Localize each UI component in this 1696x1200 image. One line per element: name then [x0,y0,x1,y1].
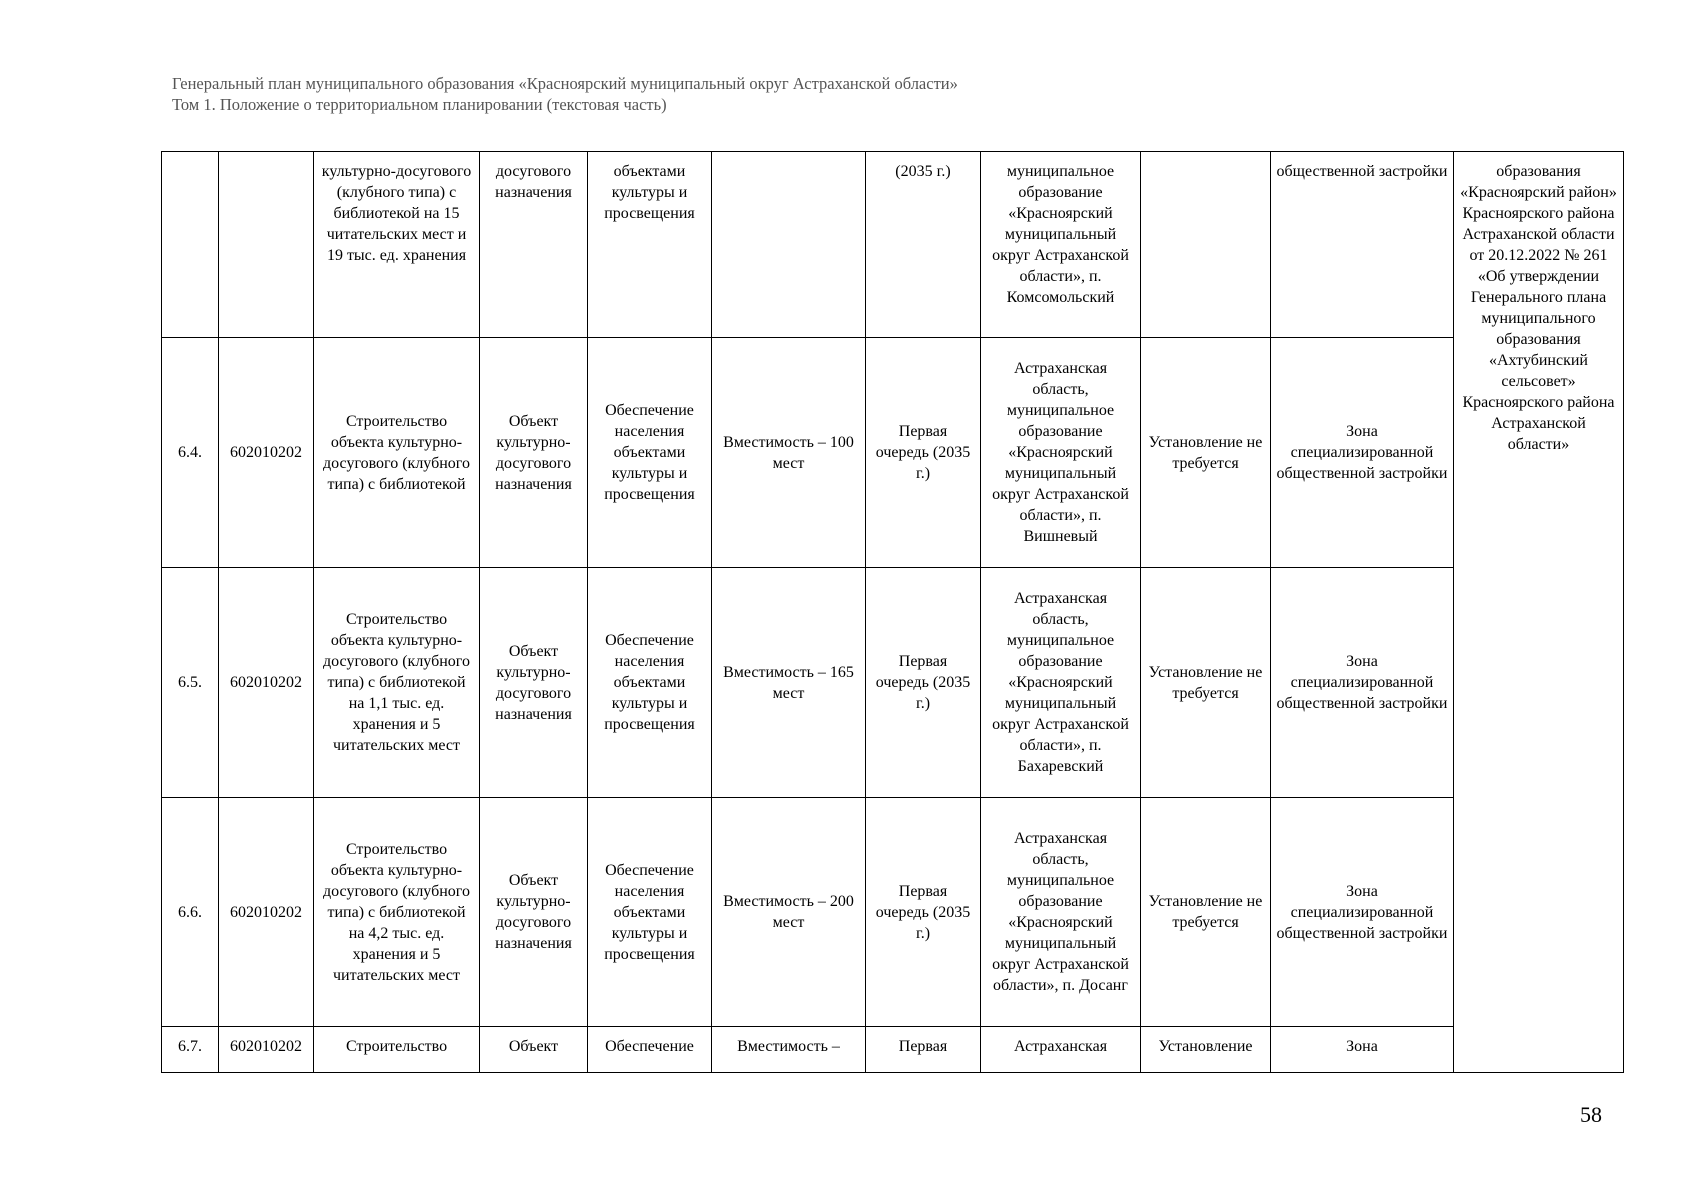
code-cell: 602010202 [219,1027,314,1073]
capacity-cell: Вместимость – 165 мест [712,568,866,798]
location-cell: Астраханская область, муниципальное образование «Красноярский муниципальный округ Астраханской области», п. Досанг [981,798,1141,1027]
zone-cell: Зона специализированной общественной застройки [1271,338,1454,568]
zone-setup-cell: Установление [1141,1027,1271,1073]
name-cell: Строительство [314,1027,480,1073]
row-number-cell: 6.7. [162,1027,219,1073]
purpose-cell: объектами культуры и просвещения [588,152,712,338]
location-cell: Астраханская [981,1027,1141,1073]
type-cell: Объект культурно-досугового назначения [480,568,588,798]
row-number-cell: 6.6. [162,798,219,1027]
zone-cell: Зона [1271,1027,1454,1073]
zone-cell: Зона специализированной общественной застройки [1271,568,1454,798]
stage-cell: Первая очередь (2035 г.) [866,338,981,568]
location-cell: Астраханская область, муниципальное образование «Красноярский муниципальный округ Астраханской области», п. Бахаревский [981,568,1141,798]
purpose-cell: Обеспечение [588,1027,712,1073]
capacity-cell: Вместимость – [712,1027,866,1073]
name-cell: Строительство объекта культурно-досугового (клубного типа) с библиотекой на 1,1 тыс. ед. хранения и 5 читательских мест [314,568,480,798]
table-row [162,798,1624,1027]
stage-cell: Первая очередь (2035 г.) [866,568,981,798]
name-cell: Строительство объекта культурно-досугового (клубного типа) с библиотекой на 4,2 тыс. ед. хранения и 5 читательских мест [314,798,480,1027]
stage-cell: (2035 г.) [866,152,981,338]
zone-setup-cell: Установление не требуется [1141,798,1271,1027]
zone-setup-cell [1141,152,1271,338]
type-cell: Объект культурно-досугового назначения [480,798,588,1027]
type-cell: досугового назначения [480,152,588,338]
table-row [162,152,1624,338]
type-cell: Объект [480,1027,588,1073]
purpose-cell: Обеспечение населения объектами культуры и просвещения [588,798,712,1027]
zone-cell: общественной застройки [1271,152,1454,338]
location-cell: муниципальное образование «Красноярский муниципальный округ Астраханской области», п. Комсомольский [981,152,1141,338]
capacity-cell: Вместимость – 100 мест [712,338,866,568]
location-cell: Астраханская область, муниципальное образование «Красноярский муниципальный округ Астраханской области», п. Вишневый [981,338,1141,568]
table-row [162,568,1624,798]
zone-setup-cell: Установление не требуется [1141,568,1271,798]
name-cell: культурно-досугового (клубного типа) с библиотекой на 15 читательских мест и 19 тыс. ед. хранения [314,152,480,338]
table-row [162,1027,1624,1073]
code-cell [219,152,314,338]
header-title: Генеральный план муниципального образования «Красноярский муниципальный округ Астраханской области» [172,74,958,93]
basis-cell: образования «Красноярский район» Красноярского района Астраханской области от 20.12.2022 № 261 «Об утверждении Генерального плана муниципального образования «Ахтубинский сельсовет» Красноярского района Астраханской области» [1454,152,1624,1073]
stage-cell: Первая очередь (2035 г.) [866,798,981,1027]
capacity-cell [712,152,866,338]
stage-cell: Первая [866,1027,981,1073]
row-number-cell: 6.5. [162,568,219,798]
planning-table [161,151,1624,1073]
type-cell: Объект культурно-досугового назначения [480,338,588,568]
row-number-cell: 6.4. [162,338,219,568]
code-cell: 602010202 [219,338,314,568]
page-number: 58 [1580,1102,1602,1127]
purpose-cell: Обеспечение населения объектами культуры и просвещения [588,568,712,798]
zone-cell: Зона специализированной общественной застройки [1271,798,1454,1027]
header-subtitle: Том 1. Положение о территориальном планировании (текстовая часть) [172,95,667,114]
capacity-cell: Вместимость – 200 мест [712,798,866,1027]
table-row [162,338,1624,568]
name-cell: Строительство объекта культурно-досугового (клубного типа) с библиотекой [314,338,480,568]
purpose-cell: Обеспечение населения объектами культуры и просвещения [588,338,712,568]
zone-setup-cell: Установление не требуется [1141,338,1271,568]
code-cell: 602010202 [219,568,314,798]
document-header [172,73,958,115]
code-cell: 602010202 [219,798,314,1027]
row-number-cell [162,152,219,338]
